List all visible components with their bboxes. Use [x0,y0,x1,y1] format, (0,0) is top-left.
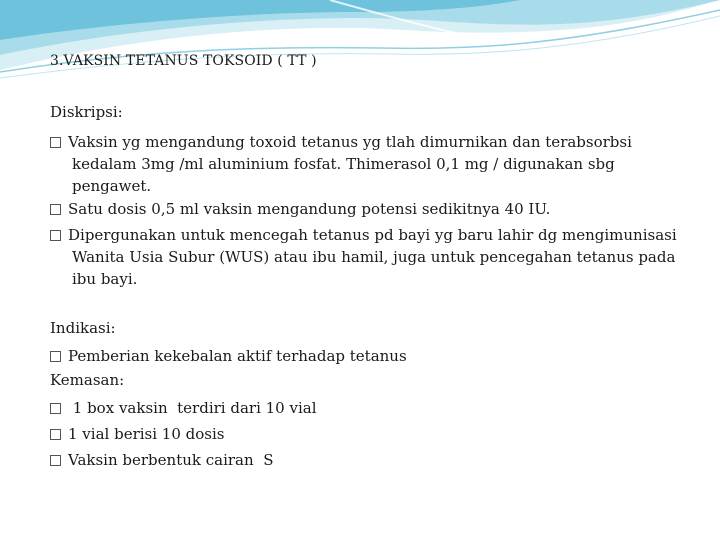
checkbox-bullet-icon [50,230,61,241]
list-item: 1 box vaksin terdiri dari 10 vial [50,397,682,419]
checkbox-bullet-icon [50,204,61,215]
checkbox-bullet-icon [50,455,61,466]
checkbox-bullet-icon [50,351,61,362]
section-heading-kemasan: Kemasan: [50,371,125,389]
list-item: Vaksin yg mengandung toxoid tetanus yg tlah dimurnikan dan terabsorbsi kedalam 3mg /ml aluminium fosfat. Thimerasol 0,1 mg / digunakan sbg pengawet. [50,131,682,197]
checkbox-bullet-icon [50,403,61,414]
list-item: Vaksin berbentuk cairan S [50,449,682,471]
list-item: Dipergunakan untuk mencegah tetanus pd bayi yg baru lahir dg mengimunisasi Wanita Usia Subur (WUS) atau ibu hamil, juga untuk pencegahan tetanus pada ibu bayi. [50,224,682,290]
section-heading-diskripsi: Diskripsi: [50,103,123,121]
checkbox-bullet-icon [50,429,61,440]
list-item: Pemberian kekebalan aktif terhadap tetanus [50,345,682,367]
list-item: Satu dosis 0,5 ml vaksin mengandung potensi sedikitnya 40 IU. [50,198,682,220]
slide-title: 3.VAKSIN TETANUS TOKSOID ( TT ) [50,53,317,69]
list-item: 1 vial berisi 10 dosis [50,423,682,445]
section-heading-indikasi: Indikasi: [50,319,116,337]
checkbox-bullet-icon [50,137,61,148]
header-wave-decoration [0,0,720,95]
